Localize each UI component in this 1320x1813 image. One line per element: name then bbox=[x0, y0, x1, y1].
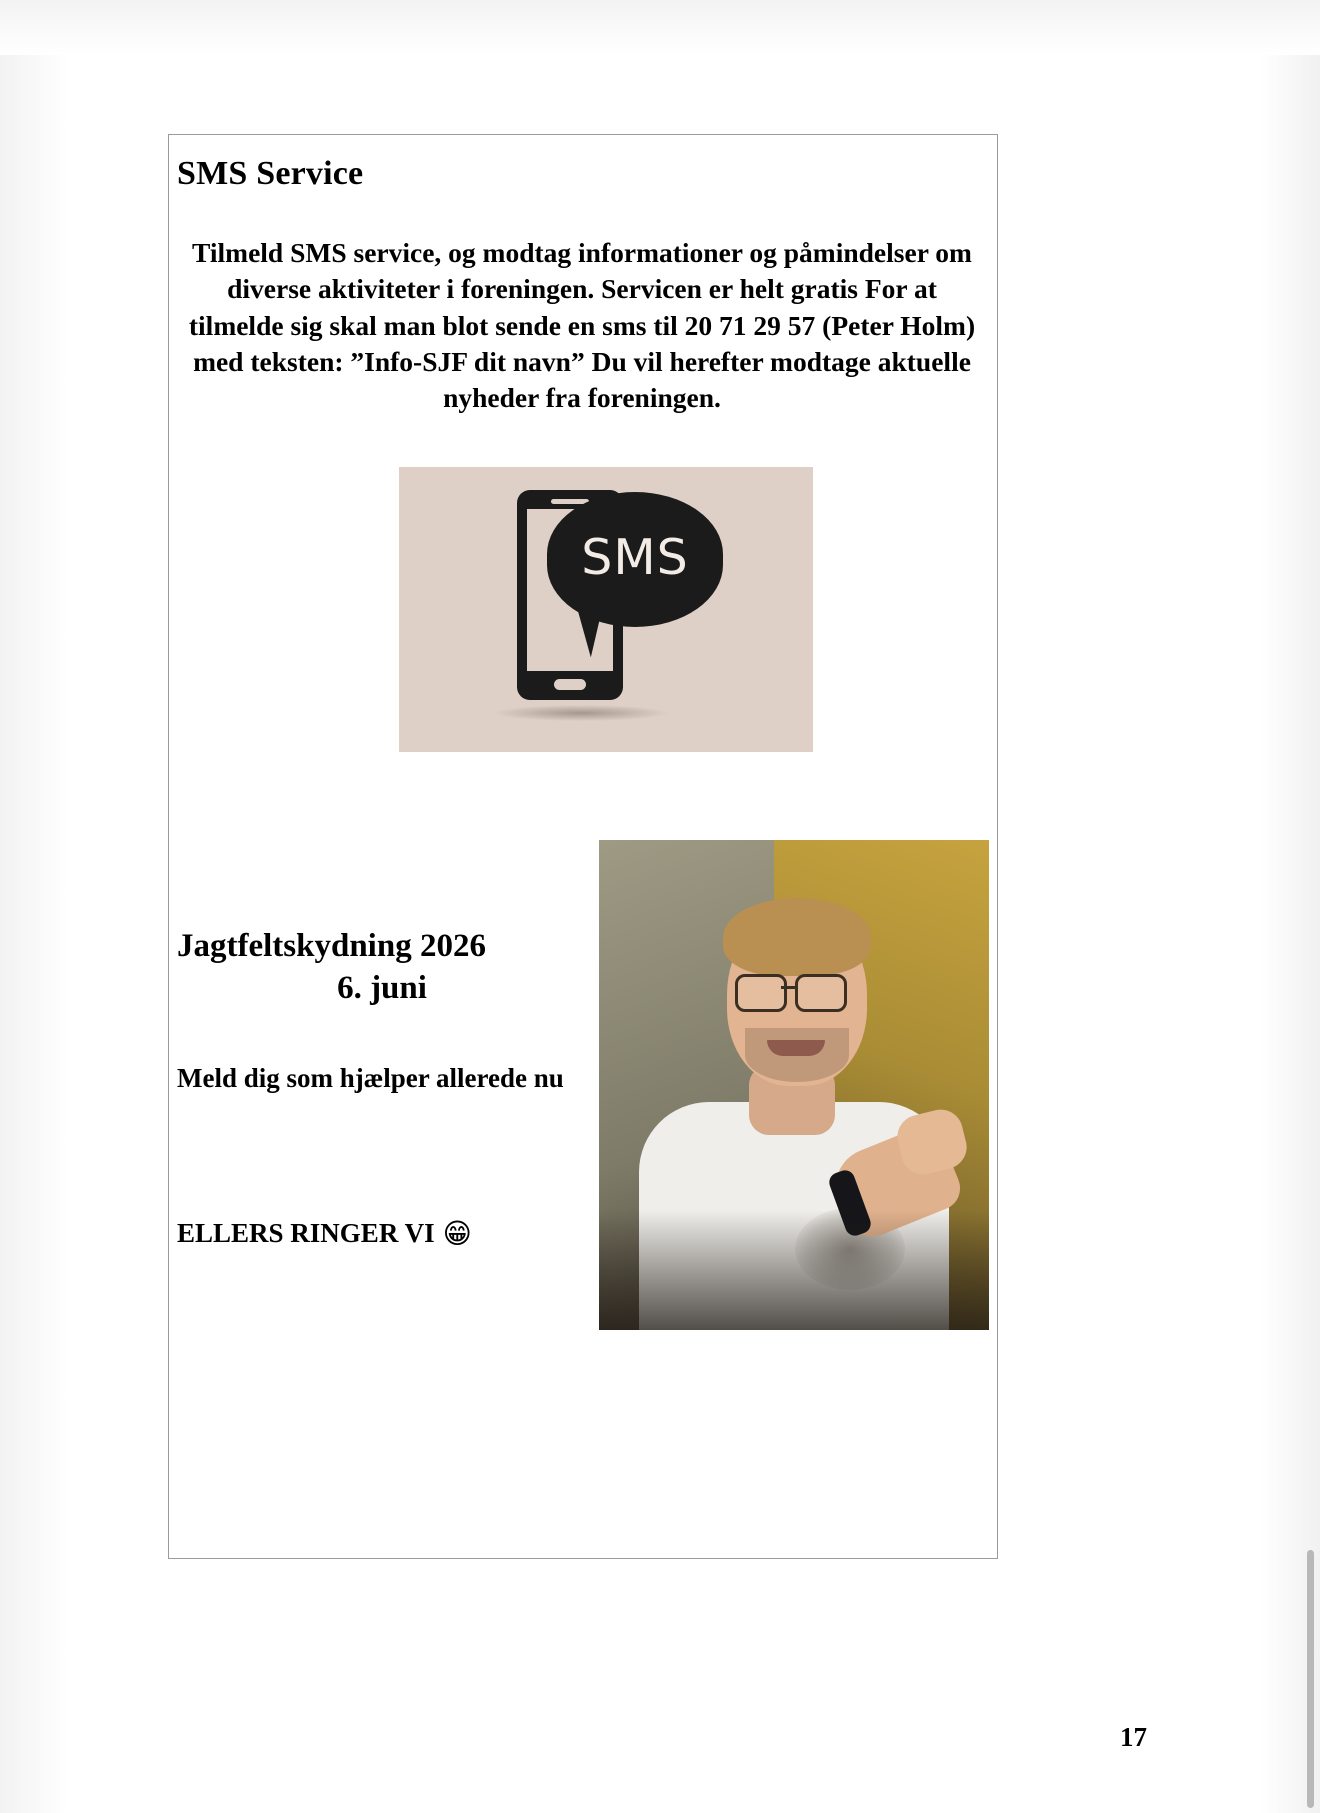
sms-section-body-text: Tilmeld SMS service, og modtag informationer og påmindelser om diverse aktiviteter i foreningen. Servicen er helt gratis For at tilmelde sig skal man blot sende en sms til 20 71 29 57 (Peter Holm) med teksten: ”Info-SJF dit navn” Du vil herefter modtage aktuelle nyheder fra foreningen. bbox=[188, 237, 976, 414]
content-frame bbox=[168, 134, 998, 1559]
vertical-scrollbar[interactable] bbox=[1307, 1550, 1314, 1808]
grinning-face-emoji-icon: 😁 bbox=[442, 1216, 472, 1250]
photo-mouth-shape bbox=[767, 1040, 825, 1056]
page-edge-shading-left bbox=[0, 0, 68, 1813]
photo-hair-shape bbox=[723, 898, 871, 976]
jagtfeltskydning-title-line1: Jagtfeltskydning 2026 bbox=[177, 928, 486, 964]
jagtfeltskydning-title-line2: 6. juni bbox=[337, 970, 427, 1007]
sms-image-label: SMS bbox=[581, 529, 689, 586]
jagtfeltskydning-title bbox=[177, 925, 587, 1009]
sms-illustration-image bbox=[399, 467, 813, 752]
sms-section-heading: SMS Service bbox=[177, 155, 364, 192]
jagtfeltskydning-call-text: ELLERS RINGER VI bbox=[177, 1218, 435, 1248]
photo-glasses-left-lens bbox=[735, 974, 787, 1012]
photo-glasses-right-lens bbox=[795, 974, 847, 1012]
image-drop-shadow bbox=[495, 705, 667, 721]
jagtfeltskydning-call-text-row bbox=[177, 1218, 597, 1249]
page-edge-shading-right bbox=[1260, 0, 1320, 1813]
jagtfeltskydning-helper-text: Meld dig som hjælper allerede nu bbox=[177, 1063, 564, 1093]
photo-glasses-bridge bbox=[781, 986, 795, 989]
page-edge-shading-top bbox=[0, 0, 1320, 55]
phone-home-button-shape bbox=[554, 679, 586, 690]
photo-of-man-pointing bbox=[599, 840, 989, 1330]
photo-vignette-bottom bbox=[599, 1210, 989, 1330]
page-number: 17 bbox=[1120, 1722, 1147, 1752]
